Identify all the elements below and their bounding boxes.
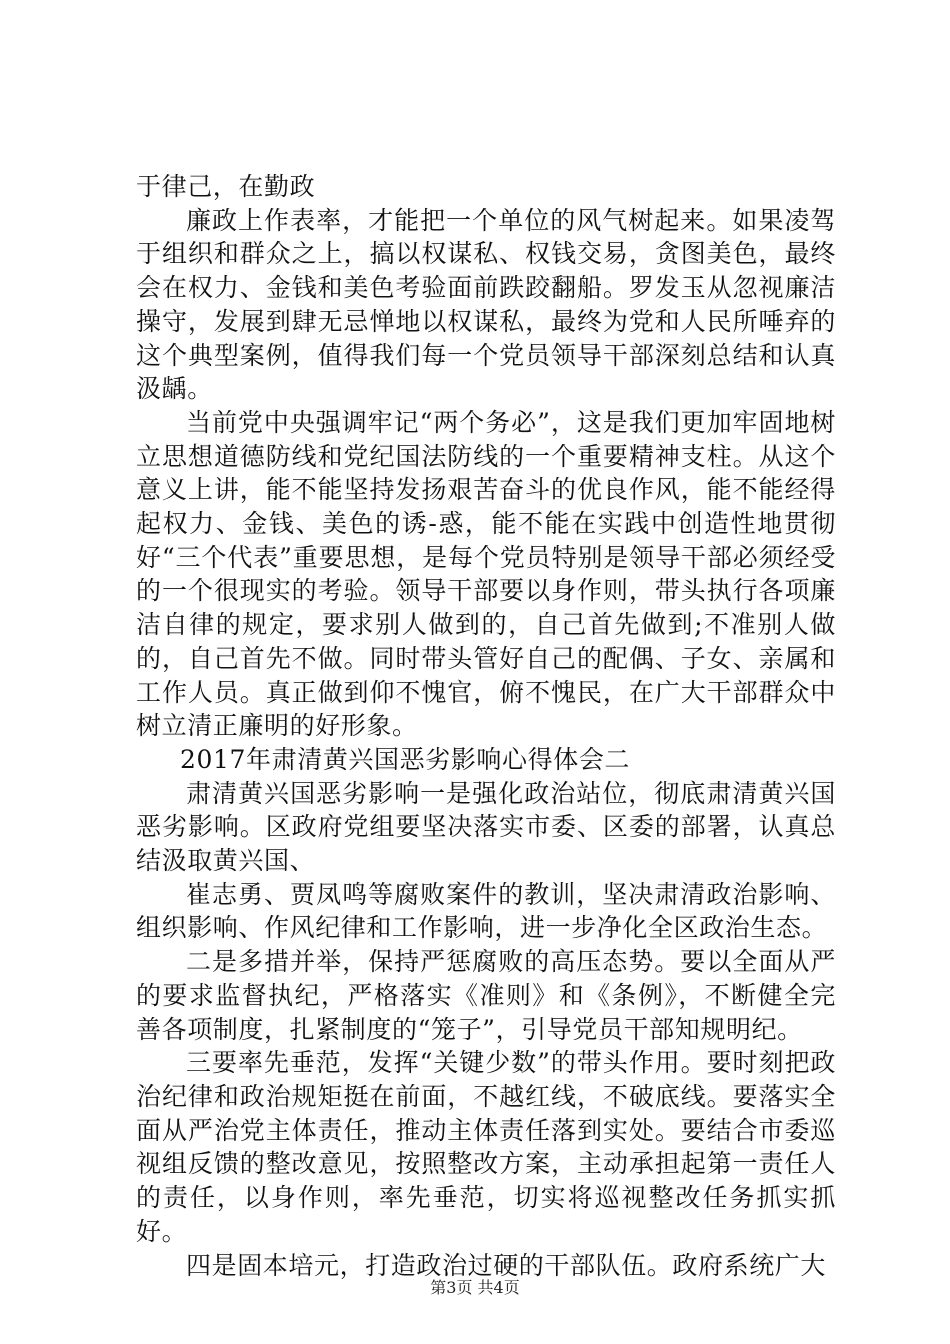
paragraph: 于律己，在勤政 <box>136 172 316 201</box>
section-heading: 2017年肃清黄兴国恶劣影响心得体会二 <box>180 744 631 774</box>
document-body <box>136 170 836 1282</box>
paragraph: 二是多措并举，保持严惩腐败的高压态势。要以全面从严的要求监督执纪，严格落实《准则》和《条例》，不断健全完善各项制度，扎紧制度的“笼子”，引导党员干部知规明纪。 <box>136 947 836 1044</box>
paragraph: 崔志勇、贾凤鸣等腐败案件的教训，坚决肃清政治影响、组织影响、作风纪律和工作影响，进一步净化全区政治生态。 <box>136 879 836 943</box>
paragraph: 当前党中央强调牢记“两个务必”，这是我们更加牢固地树立思想道德防线和党纪国法防线的一个重要精神支柱。从这个意义上讲，能不能坚持发扬艰苦奋斗的优良作风，能不能经得起权力、金钱、美色的诱-惑，能不能在实践中创造性地贯彻好“三个代表”重要思想，是每个党员特别是领导干部必须经受的一个很现实的考验。领导干部要以身作则，带头执行各项廉洁自律的规定，要求别人做到的，自己首先做到;不准别人做的，自己首先不做。同时带头管好自己的配偶、子女、亲属和工作人员。真正做到仰不愧官，俯不愧民，在广大干部群众中树立清正廉明的好形象。 <box>136 407 836 741</box>
paragraph: 肃清黄兴国恶劣影响一是强化政治站位，彻底肃清黄兴国恶劣影响。区政府党组要坚决落实市委、区委的部署，认真总结汲取黄兴国、 <box>136 778 836 876</box>
page-footer <box>0 1278 950 1298</box>
paragraph: 廉政上作表率，才能把一个单位的风气树起来。如果凌驾于组织和群众之上，搞以权谋私、权钱交易，贪图美色，最终会在权力、金钱和美色考验面前跌跤翻船。罗发玉从忽视廉洁操守，发展到肆无忌惮地以权谋私，最终为党和人民所唾弃的这个典型案例，值得我们每一个党员领导干部深刻总结和认真汲龋。 <box>136 205 836 404</box>
paragraph: 四是固本培元，打造政治过硬的干部队伍。政府系统广大 <box>186 1250 827 1280</box>
page-number: 第3页 共4页 <box>430 1278 520 1297</box>
paragraph: 三要率先垂范，发挥“关键少数”的带头作用。要时刻把政治纪律和政治规矩挺在前面，不越红线，不破底线。要落实全面从严治党主体责任，推动主体责任落到实处。要结合市委巡视组反馈的整改意见，按照整改方案，主动承担起第一责任人的责任，以身作则，率先垂范，切实将巡视整改任务抓实抓好。 <box>136 1048 836 1246</box>
